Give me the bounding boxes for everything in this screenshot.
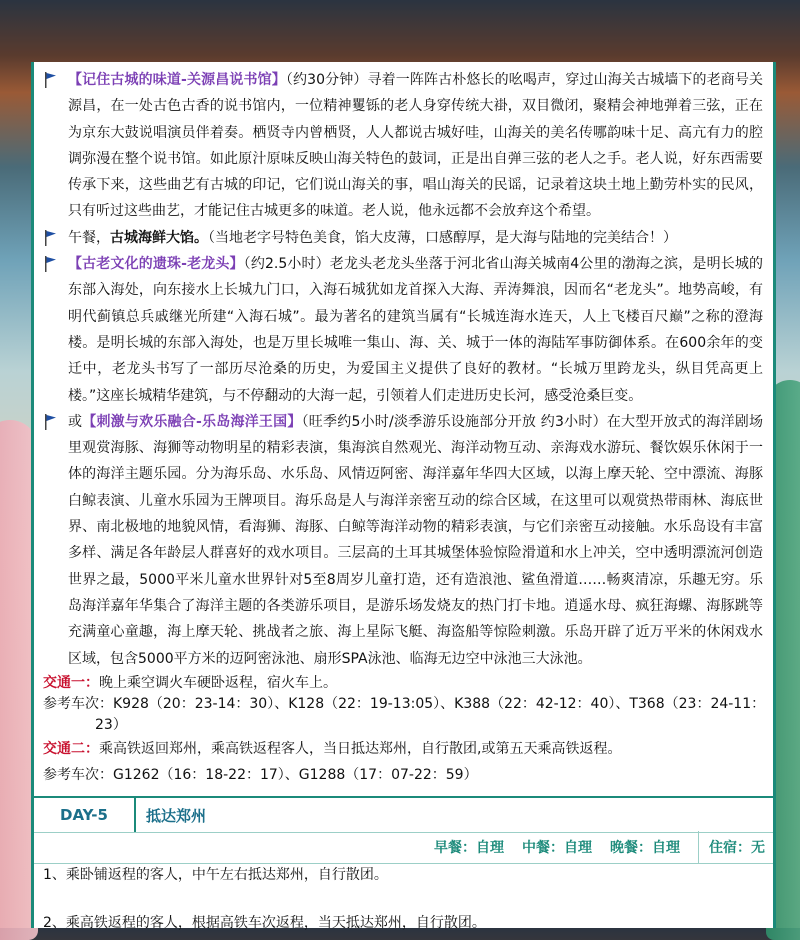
itinerary-panel [31,62,776,931]
reference-trains-one [34,694,773,736]
accommodation-info: 住宿：无 [698,831,773,863]
transport-two-text: 乘高铁返回郑州，乘高铁返程客人，当日抵达郑州，自行散团,或第五天乘高铁返程。 [99,740,622,757]
day-item-1: 1、乘卧铺返程的客人，中午左右抵达郑州，自行散团。 [43,867,388,883]
transport-one [34,672,773,694]
section-body: （约30分钟）寻着一阵阵古朴悠长的吆喝声，穿过山海关古城墙下的老商号关源昌，在一处古色古香的说书馆内，一位精神矍铄的老人身穿传统大褂，双目微闭，聚精会神地弹着三弦，正在为京东大鼓说唱演员伴着奏。栖贤寺内曾栖贤，人人都说古城好哇，山海关的美名传哪韵味十足、高亢有力的腔调弥漫在整个说书馆。如此原汁原味反映山海关特色的鼓词，正是出自弹三弦的老人之手。老人说，好东西需要传承下来，这些曲艺有古城的印记，它们说山海关的事，唱山海关的民谣，记录着这块土地上勤劳朴实的民风，只有听过这些曲艺，才能记住古城更多的味道。老人说，他永远都不会放弃这个希望。 [68,72,764,220]
flag-icon [45,414,57,430]
reference-text: G1262（16：18-22：17）、G1288（17：07-22：59） [113,766,478,783]
section-ledao [34,409,773,672]
section-body: （约2.5小时）老龙头老龙头坐落于河北省山海关城南4公里的渤海之滨，是明长城的东部入海处，向东接水上长城九门口，入海石城犹如龙首探入大海、弄涛舞浪，因而名“老龙头”。地势高峻，有明代蓟镇总兵戚继光所建“入海石城”。最为著名的建筑当属有“长城连海水连天，人上飞楼百尺巅”之称的澄海楼。是明长城的东部入海处，也是万里长城唯一集山、海、关、城于一体的海陆军事防御体系。在600余年的变迁中，老龙头书写了一部历尽沧桑的历史，为爱国主义提供了良好的教材。“长城万里跨龙头，纵目凭高更上楼。”这座长城精华建筑，与不停翻动的大海一起，引领着人们走进历史长河，感受沧桑巨变。 [68,256,763,404]
dinner-info: 晚餐：自理 [610,840,680,856]
breakfast-info: 早餐：自理 [434,840,504,856]
transport-one-label: 交通一： [43,674,99,691]
section-body: （旺季约5小时/淡季游乐设施部分开放 约3小时）在大型开放式的海洋剧场里观赏海豚、海狮等动物明星的精彩表演，集海滨自然观光、海洋动物互动、亲海戏水游玩、餐饮娱乐休闲于一体的海洋主题乐园。分为海乐岛、水乐岛、风情迈阿密、海洋嘉年华四大区域，以海上摩天轮、空中漂流、海豚白鲸表演、儿童水乐园为王牌项目。海乐岛是人与海洋亲密互动的综合区域，在这里可以观赏热带雨林、海底世界、南北极地的地貌风情，看海狮、海豚、白鲸等海洋动物的精彩表演，与它们亲密互动接触。水乐岛设有丰富多样、满足各年龄层人群喜好的戏水项目。三层高的土耳其城堡体验惊险滑道和水上冲关，空中透明漂流河创造世界之最，5000平米儿童水世界针对5至8周岁儿童打造，还有造浪池、鲨鱼滑道……畅爽清凉，乐趣无穷。乐岛海洋嘉年华集合了海洋主题的各类游乐项目，是游乐场发烧友的热门打卡地。逍遥水母、疯狂海螺、海豚跳等充满童心童趣，海上摩天轮、挑战者之旅、海上星际飞艇、海盗船等惊险刺激。乐岛开辟了近万平米的休闲戏水区域，包含5000平方米的迈阿密泳池、扇形SPA泳池、临海无边空中泳池三大泳池。 [68,413,764,667]
reference-line-1: K928（20：23-14：30）、K128（22：19-13:05）、K388（22：42-12：40）、T368（23：24-11： [113,695,766,712]
meals-row [34,831,773,864]
section-lunch [34,225,773,251]
day-header [34,796,773,833]
section-title: 古城海鲜大馅。 [110,229,208,246]
section-guanyuanchang [34,67,773,225]
lunch-info: 中餐：自理 [522,840,592,856]
section-title: 【刺激与欢乐融合-乐岛海洋王国】 [82,413,302,430]
transport-two-label: 交通二： [43,740,99,757]
transport-one-text: 晚上乘空调火车硬卧返程，宿火车上。 [99,674,337,691]
flag-icon [45,72,57,88]
flag-icon [45,230,57,246]
day-label: DAY-5 [34,798,136,832]
section-laolongtou [34,251,773,409]
section-prefix: 或 [68,413,83,430]
section-title: 【记住古城的味道-关源昌说书馆】 [68,72,286,88]
flag-icon [45,256,57,272]
reference-line-2: 23） [95,716,127,733]
day-title: 抵达郑州 [146,806,207,825]
day-item-2: 2、乘高铁返程的客人，根据高铁车次返程，当天抵达郑州，自行散团。 [43,915,486,931]
section-title: 【古老文化的遗珠-老龙头】 [68,256,244,273]
reference-trains-two [34,764,773,786]
reference-label: 参考车次： [43,695,113,712]
transport-two [34,738,773,760]
reference-label: 参考车次： [43,766,113,783]
section-body: （当地老字号特色美食，馅大皮薄，口感醇厚，是大海与陆地的完美结合！） [208,229,677,246]
section-prefix: 午餐， [68,229,110,246]
